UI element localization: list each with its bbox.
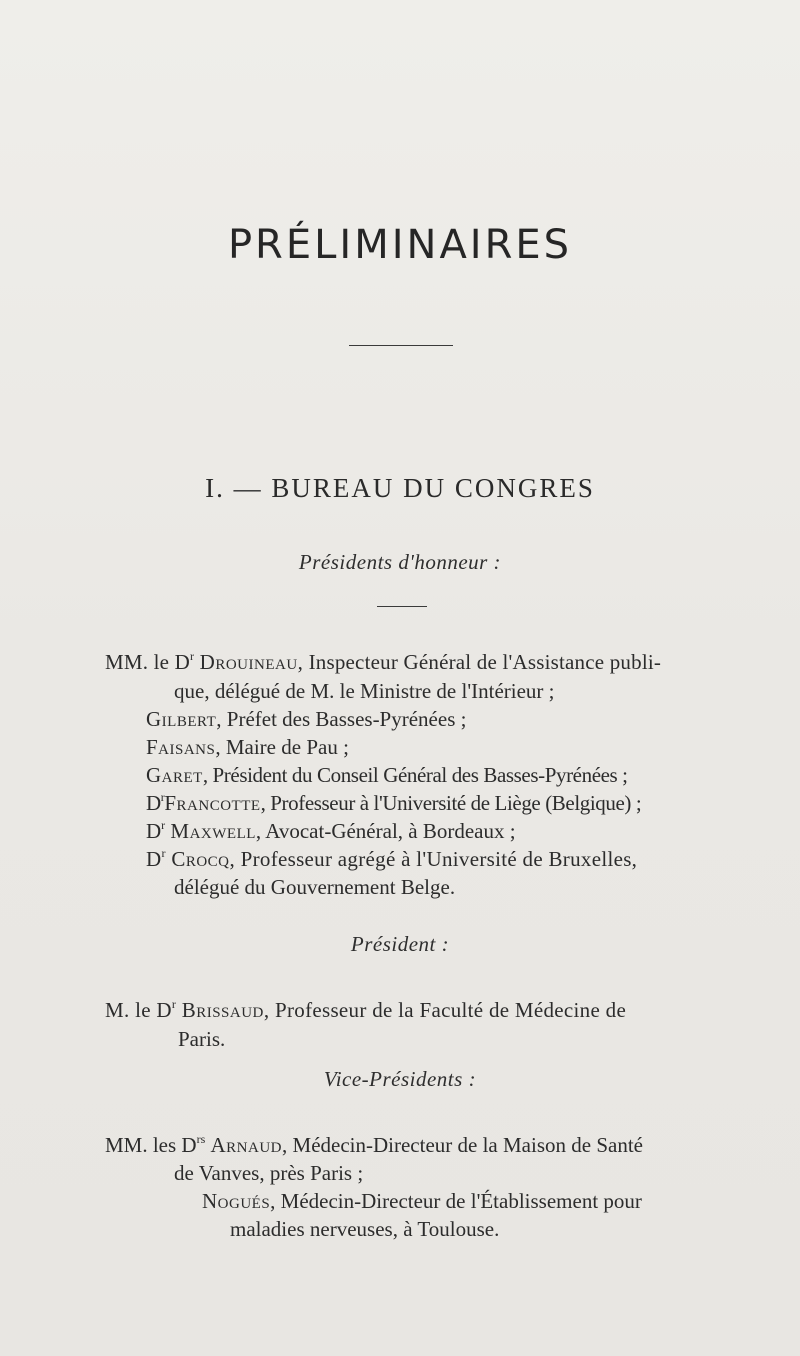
- president-line-2: Paris.: [178, 1027, 226, 1051]
- honor-line-6: $D^rFrancotte$, Professeur à l'Université de Liège (Belgique) ;: [146, 790, 642, 815]
- honor-line-1: MM. le $D^r$ Drouineau, Inspecteur Général de l'Assistance publi-: [105, 649, 662, 674]
- honor-line-3: Gilbert, Préfet des Basses-Pyrénées ;: [146, 707, 467, 731]
- president-heading: Président :: [350, 932, 450, 956]
- president-line-1: M. le $D^r$ Brissaud, Professeur de la Faculté de Médecine de: [105, 997, 627, 1022]
- vice-line-1: MM. les $D^{rs}$ Arnaud, Médecin-Directeur de la Maison de Santé: [105, 1132, 643, 1157]
- page-title: PRÉLIMINAIRES: [227, 222, 573, 268]
- honor-line-5: Garet, Président du Conseil Général des Basses-Pyrénées ;: [146, 763, 628, 787]
- section-rule: [377, 606, 427, 607]
- honor-presidents-heading: Présidents d'honneur :: [298, 550, 502, 574]
- honor-line-4: Faisans, Maire de Pau ;: [146, 735, 349, 759]
- vice-line-4: maladies nerveuses, à Toulouse.: [230, 1217, 500, 1241]
- honor-line-2: que, délégué de M. le Ministre de l'Intérieur ;: [174, 679, 555, 703]
- honor-line-7: $D^r$ Maxwell, Avocat-Général, à Bordeaux ;: [146, 818, 516, 843]
- vice-presidents-heading: Vice-Présidents :: [323, 1067, 477, 1091]
- honor-line-9: délégué du Gouvernement Belge.: [174, 875, 456, 899]
- section-title: I. — BUREAU DU CONGRES: [205, 473, 595, 503]
- title-rule: [349, 345, 453, 346]
- vice-line-2: de Vanves, près Paris ;: [174, 1161, 364, 1185]
- vice-line-3: Nogués, Médecin-Directeur de l'Établissement pour: [202, 1189, 642, 1213]
- honor-line-8: $D^r$ Crocq, Professeur agrégé à l'Université de Bruxelles,: [146, 846, 638, 871]
